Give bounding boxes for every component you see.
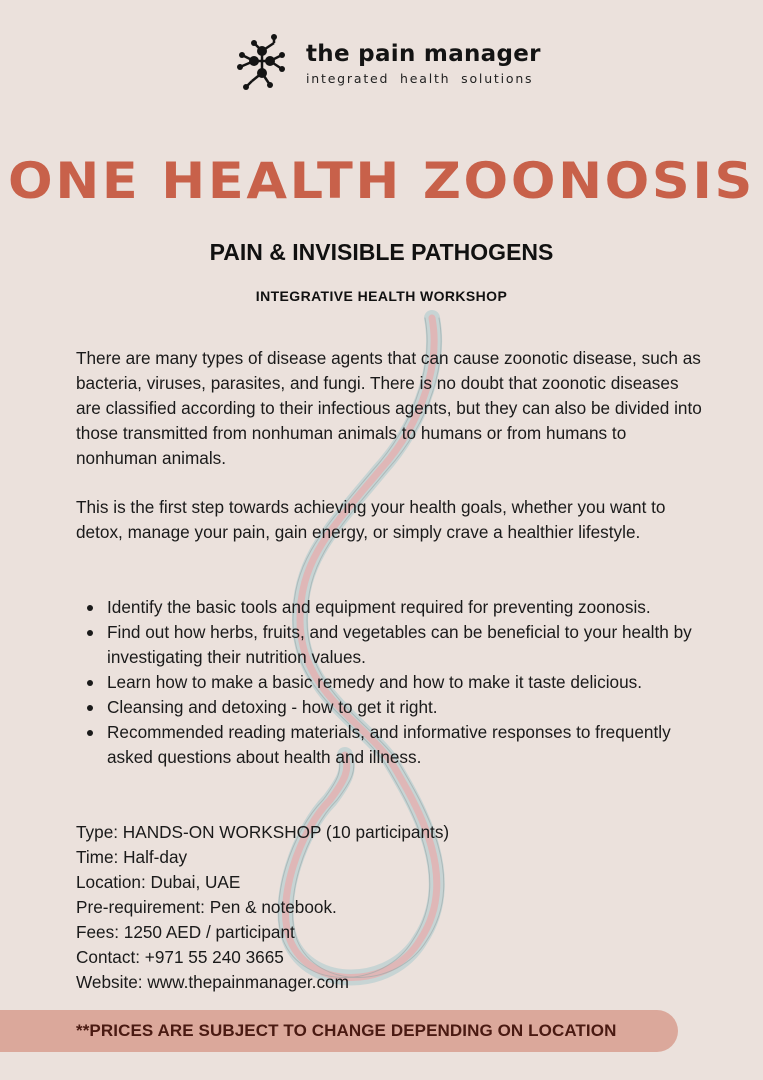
brand-name: the pain manager (306, 40, 541, 67)
molecule-network-icon (232, 33, 292, 93)
intro-paragraph-2: This is the first step towards achieving your health goals, whether you want to detox, manage your pain, gain energy, or simply crave a healthier lifestyle. (76, 497, 666, 542)
list-item: Identify the basic tools and equipment required for preventing zoonosis. (76, 595, 706, 620)
brand-tagline: integrated health solutions (306, 70, 534, 86)
detail-website: Website: www.thepainmanager.com (76, 972, 349, 992)
price-notice-banner (0, 1010, 678, 1052)
detail-fees: Fees: 1250 AED / participant (76, 922, 295, 942)
workshop-details (76, 820, 706, 995)
detail-time: Time: Half-day (76, 847, 188, 867)
list-item: Find out how herbs, fruits, and vegetables can be beneficial to your health by investigating their nutrition values. (76, 620, 706, 670)
intro-paragraph-1: There are many types of disease agents that can cause zoonotic disease, such as bacteria, viruses, parasites, and fungi. There is no doubt that zoonotic diseases are classified according to their infectious agents, but they can also be divided into those transmitted from nonhuman animals to humans or from humans to nonhuman animals. (76, 348, 702, 468)
workshop-label: INTEGRATIVE HEALTH WORKSHOP (255, 288, 508, 304)
price-notice-text: **PRICES ARE SUBJECT TO CHANGE DEPENDING ON LOCATION (76, 1021, 617, 1040)
detail-prerequisite: Pre-requirement: Pen & notebook. (76, 897, 337, 917)
learning-outcomes-list (76, 595, 706, 770)
page-subtitle: PAIN & INVISIBLE PATHOGENS (209, 239, 554, 265)
detail-type: Type: HANDS-ON WORKSHOP (10 participants) (76, 822, 450, 842)
list-item: Recommended reading materials, and informative responses to frequently asked questions about health and illness. (76, 720, 706, 770)
list-item: Cleansing and detoxing - how to get it right. (76, 695, 706, 720)
list-item: Learn how to make a basic remedy and how to make it taste delicious. (76, 670, 706, 695)
detail-contact: Contact: +971 55 240 3665 (76, 947, 284, 967)
page-title: ONE HEALTH ZOONOSIS (8, 152, 755, 210)
brand-logo (232, 33, 541, 93)
detail-location: Location: Dubai, UAE (76, 872, 241, 892)
